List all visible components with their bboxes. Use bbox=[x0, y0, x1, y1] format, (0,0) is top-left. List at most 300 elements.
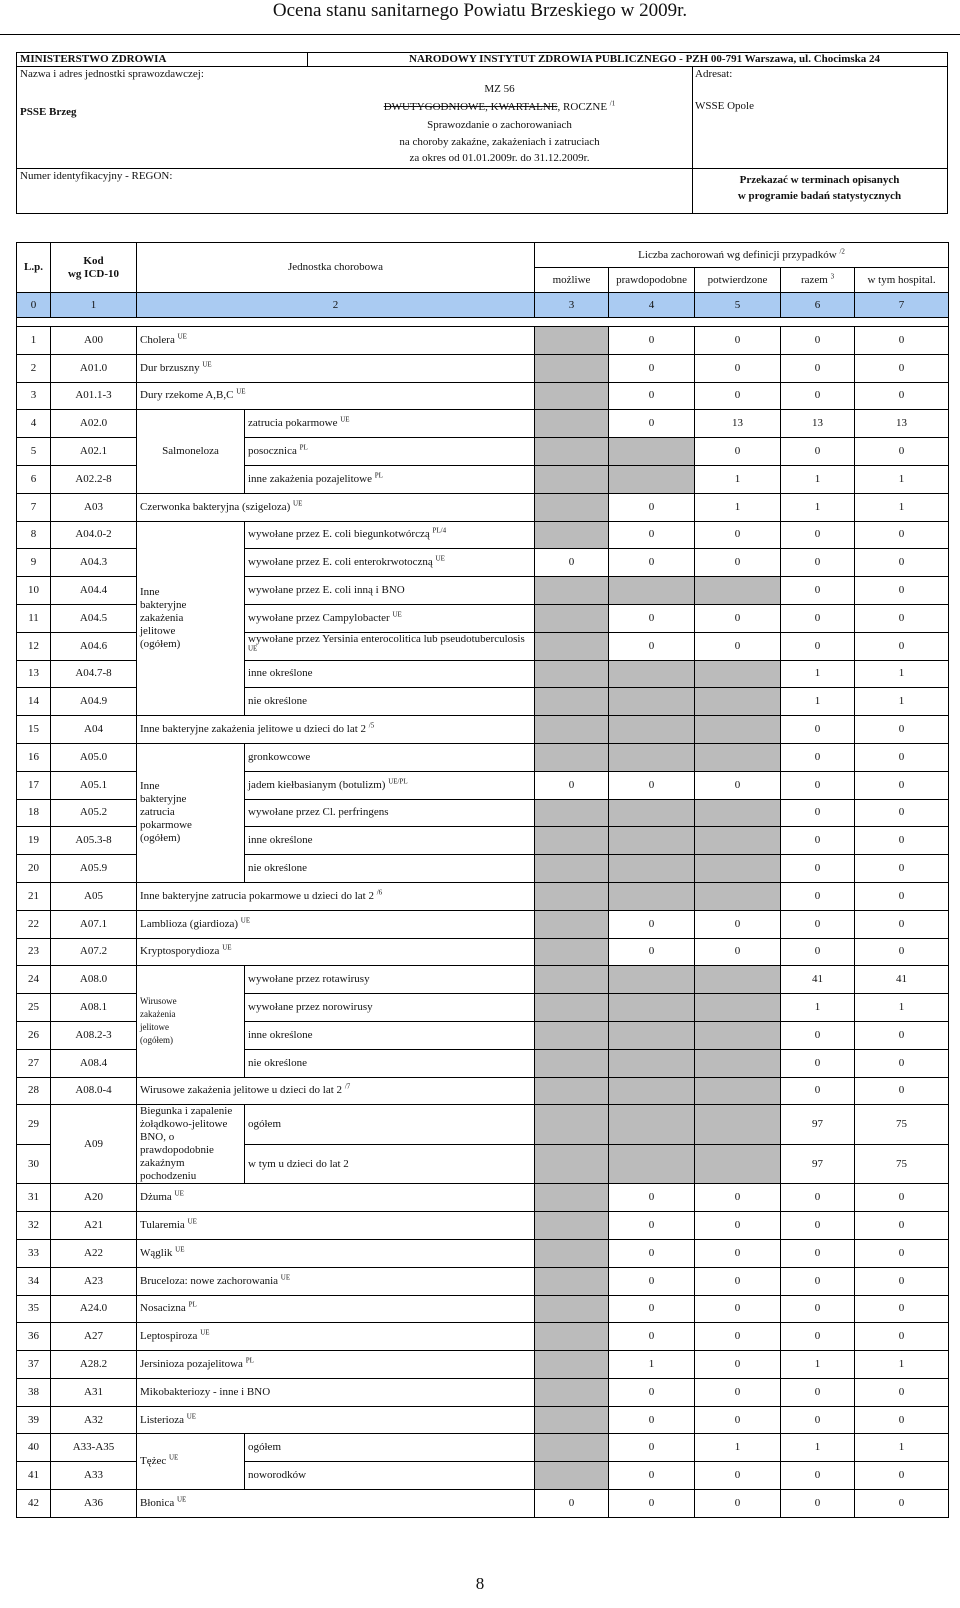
row-value: 0 bbox=[855, 938, 949, 966]
row-value: 1 bbox=[695, 1434, 781, 1462]
row-value: 0 bbox=[855, 799, 949, 827]
row-kod: A01.0 bbox=[51, 354, 137, 382]
group-label-text: Inne bakteryjne zakażenia jelitowe (ogółem) bbox=[140, 585, 187, 650]
row-name-sup: PL bbox=[245, 1356, 254, 1365]
row-lp: 6 bbox=[17, 465, 51, 493]
row-name bbox=[137, 1323, 535, 1351]
row-kod: A32 bbox=[51, 1406, 137, 1434]
row-kod: A01.1-3 bbox=[51, 382, 137, 410]
row-value bbox=[535, 1105, 609, 1145]
row-name-text: inne określone bbox=[248, 834, 313, 847]
row-value: 0 bbox=[855, 632, 949, 660]
row-kod: A24.0 bbox=[51, 1295, 137, 1323]
row-value: 97 bbox=[781, 1144, 855, 1184]
row-value: 0 bbox=[855, 1212, 949, 1240]
row-value bbox=[609, 465, 695, 493]
row-value bbox=[535, 855, 609, 883]
row-kod: A04.6 bbox=[51, 632, 137, 660]
row-value bbox=[609, 827, 695, 855]
row-name-text: w tym u dzieci do lat 2 bbox=[248, 1157, 349, 1170]
header-lp: L.p. bbox=[17, 243, 51, 293]
row-value bbox=[535, 1378, 609, 1406]
row-value: 0 bbox=[695, 1295, 781, 1323]
row-value: 97 bbox=[781, 1105, 855, 1145]
row-value bbox=[535, 1267, 609, 1295]
row-kod: A08.0 bbox=[51, 966, 137, 994]
row-value: 0 bbox=[609, 1295, 695, 1323]
row-value bbox=[535, 827, 609, 855]
row-kod: A02.2-8 bbox=[51, 465, 137, 493]
row-value bbox=[609, 438, 695, 466]
row-value: 0 bbox=[855, 1462, 949, 1490]
col-number: 3 bbox=[535, 293, 609, 318]
row-name-text: ogółem bbox=[248, 1441, 281, 1454]
row-value: 1 bbox=[695, 465, 781, 493]
table-row bbox=[17, 938, 949, 966]
row-value: 1 bbox=[695, 493, 781, 521]
row-name bbox=[245, 1434, 535, 1462]
period-note: /1 bbox=[609, 99, 616, 108]
row-name bbox=[137, 1077, 535, 1105]
spacer bbox=[17, 318, 949, 327]
row-lp: 40 bbox=[17, 1434, 51, 1462]
row-value bbox=[535, 660, 609, 688]
row-name bbox=[245, 1049, 535, 1077]
row-lp: 35 bbox=[17, 1295, 51, 1323]
row-value: 0 bbox=[695, 771, 781, 799]
row-value: 0 bbox=[695, 1490, 781, 1518]
row-name bbox=[137, 1295, 535, 1323]
row-value: 0 bbox=[695, 521, 781, 549]
row-name-sup: UE bbox=[202, 360, 212, 369]
header-razem-text: razem bbox=[800, 273, 828, 286]
row-value bbox=[535, 382, 609, 410]
row-value: 1 bbox=[855, 1434, 949, 1462]
row-name bbox=[137, 716, 535, 744]
col-number: 1 bbox=[51, 293, 137, 318]
row-lp: 7 bbox=[17, 493, 51, 521]
row-value bbox=[535, 994, 609, 1022]
report-period bbox=[307, 101, 692, 114]
row-kod: A04.5 bbox=[51, 604, 137, 632]
row-value bbox=[535, 1212, 609, 1240]
row-value: 0 bbox=[855, 382, 949, 410]
row-value bbox=[609, 799, 695, 827]
row-name-sup: UE bbox=[340, 415, 350, 424]
row-value bbox=[535, 577, 609, 605]
row-lp: 4 bbox=[17, 410, 51, 438]
row-value: 1 bbox=[781, 660, 855, 688]
row-value: 0 bbox=[695, 1267, 781, 1295]
table-row bbox=[17, 1267, 949, 1295]
table-row bbox=[17, 1239, 949, 1267]
row-value: 0 bbox=[781, 827, 855, 855]
row-value: 0 bbox=[535, 1490, 609, 1518]
row-kod: A08.2-3 bbox=[51, 1021, 137, 1049]
row-value bbox=[535, 1462, 609, 1490]
row-value: 0 bbox=[855, 549, 949, 577]
row-name bbox=[245, 1021, 535, 1049]
row-value bbox=[695, 743, 781, 771]
row-name bbox=[245, 632, 535, 660]
row-lp: 36 bbox=[17, 1323, 51, 1351]
row-name-text: nie określone bbox=[248, 862, 307, 875]
row-name-text: Nosacizna bbox=[140, 1302, 186, 1315]
table-row bbox=[17, 521, 949, 549]
row-value bbox=[535, 465, 609, 493]
row-name-text: wywołane przez rotawirusy bbox=[248, 973, 370, 986]
row-value: 0 bbox=[781, 1184, 855, 1212]
row-name bbox=[137, 1239, 535, 1267]
row-value: 0 bbox=[695, 327, 781, 355]
row-value bbox=[695, 660, 781, 688]
row-name-text: Inne bakteryjne zatrucia pokarmowe u dzieci do lat 2 bbox=[140, 889, 374, 902]
row-value: 0 bbox=[855, 1239, 949, 1267]
row-name-sup: UE bbox=[435, 554, 445, 563]
row-name-sup: UE bbox=[236, 387, 246, 396]
table-row bbox=[17, 410, 949, 438]
row-value: 0 bbox=[781, 382, 855, 410]
header-hospital: w tym hospital. bbox=[855, 268, 949, 293]
row-value: 1 bbox=[609, 1351, 695, 1379]
group-label-wirusowe bbox=[137, 966, 245, 1077]
row-lp: 1 bbox=[17, 327, 51, 355]
row-name-text: inne zakażenia pozajelitowe bbox=[248, 472, 372, 485]
row-value bbox=[535, 438, 609, 466]
row-value: 1 bbox=[781, 493, 855, 521]
row-value: 0 bbox=[695, 382, 781, 410]
row-name bbox=[137, 938, 535, 966]
row-value: 0 bbox=[781, 327, 855, 355]
disease-table bbox=[16, 242, 948, 1509]
row-kod: A03 bbox=[51, 493, 137, 521]
row-value: 0 bbox=[855, 577, 949, 605]
row-name-sup: UE bbox=[200, 1328, 210, 1337]
row-kod: A05.3-8 bbox=[51, 827, 137, 855]
row-value bbox=[695, 1105, 781, 1145]
row-kod: A36 bbox=[51, 1490, 137, 1518]
row-value: 0 bbox=[609, 771, 695, 799]
header-divider bbox=[17, 66, 947, 67]
row-value: 0 bbox=[609, 604, 695, 632]
table-row bbox=[17, 1351, 949, 1379]
row-name-text: wywołane przez E. coli biegunkotwórczą bbox=[248, 528, 430, 541]
row-value: 0 bbox=[609, 521, 695, 549]
row-lp: 2 bbox=[17, 354, 51, 382]
row-name-sup: UE bbox=[177, 332, 187, 341]
row-value bbox=[695, 716, 781, 744]
group-label-text: Salmoneloza bbox=[162, 445, 219, 458]
table-row bbox=[17, 382, 949, 410]
row-value bbox=[609, 882, 695, 910]
row-name-text: Cholera bbox=[140, 333, 175, 346]
row-value: 0 bbox=[855, 1184, 949, 1212]
row-value bbox=[695, 799, 781, 827]
adresat-label: Adresat: bbox=[695, 68, 733, 80]
row-value: 0 bbox=[781, 632, 855, 660]
row-name-sup: /5 bbox=[368, 721, 375, 730]
row-value: 0 bbox=[855, 1378, 949, 1406]
row-name bbox=[245, 743, 535, 771]
group-label-biegunka bbox=[137, 1105, 245, 1184]
report-desc-1: Sprawozdanie o zachorowaniach bbox=[427, 119, 572, 131]
header-jednostka: Jednostka chorobowa bbox=[137, 243, 535, 293]
row-value bbox=[535, 910, 609, 938]
row-kod: A33-A35 bbox=[51, 1434, 137, 1462]
row-value bbox=[535, 938, 609, 966]
header-potwierdzone: potwierdzone bbox=[695, 268, 781, 293]
row-name-sup: UE/PL bbox=[388, 776, 408, 785]
row-value bbox=[609, 577, 695, 605]
row-value: 0 bbox=[695, 938, 781, 966]
header-liczba-sup: /2 bbox=[839, 246, 845, 255]
row-kod: A20 bbox=[51, 1184, 137, 1212]
row-value: 0 bbox=[781, 771, 855, 799]
row-lp: 13 bbox=[17, 660, 51, 688]
row-name-text: Mikobakteriozy - inne i BNO bbox=[140, 1385, 271, 1398]
row-value: 0 bbox=[855, 327, 949, 355]
page-number: 8 bbox=[475, 1574, 485, 1593]
title-rule bbox=[0, 34, 960, 35]
row-kod: A04.3 bbox=[51, 549, 137, 577]
row-value: 0 bbox=[781, 438, 855, 466]
row-lp: 24 bbox=[17, 966, 51, 994]
row-kod: A04.4 bbox=[51, 577, 137, 605]
row-kod: A00 bbox=[51, 327, 137, 355]
group-label-inne_zatr bbox=[137, 743, 245, 882]
row-name bbox=[245, 994, 535, 1022]
row-lp: 39 bbox=[17, 1406, 51, 1434]
row-lp: 3 bbox=[17, 382, 51, 410]
row-name bbox=[245, 1462, 535, 1490]
table-row bbox=[17, 1378, 949, 1406]
row-value: 0 bbox=[695, 1212, 781, 1240]
row-value bbox=[535, 743, 609, 771]
row-lp: 28 bbox=[17, 1077, 51, 1105]
row-name-sup: UE bbox=[186, 1411, 197, 1420]
row-lp: 41 bbox=[17, 1462, 51, 1490]
row-value: 0 bbox=[781, 855, 855, 883]
row-value: 0 bbox=[695, 1184, 781, 1212]
row-value bbox=[535, 521, 609, 549]
row-name-text: noworodków bbox=[248, 1469, 307, 1482]
row-name-sup: /7 bbox=[344, 1082, 351, 1091]
table-row bbox=[17, 966, 949, 994]
row-lp: 17 bbox=[17, 771, 51, 799]
row-value: 0 bbox=[855, 827, 949, 855]
row-lp: 33 bbox=[17, 1239, 51, 1267]
row-name-sup: UE bbox=[248, 644, 258, 653]
group-label-text: Wirusowe zakażenia jelitowe (ogółem) bbox=[140, 996, 177, 1046]
row-kod: A05.0 bbox=[51, 743, 137, 771]
row-name-sup: PL bbox=[299, 443, 308, 452]
col-number: 0 bbox=[17, 293, 51, 318]
row-value: 0 bbox=[855, 743, 949, 771]
row-value: 0 bbox=[855, 910, 949, 938]
row-value: 0 bbox=[855, 1021, 949, 1049]
table-row bbox=[17, 327, 949, 355]
row-value bbox=[535, 1021, 609, 1049]
row-value: 0 bbox=[855, 354, 949, 382]
row-kod: A07.2 bbox=[51, 938, 137, 966]
row-name-text: jadem kiełbasianym (botulizm) bbox=[248, 778, 386, 791]
page-title: Ocena stanu sanitarnego Powiatu Brzeskiego w 2009r. bbox=[272, 0, 688, 21]
row-lp: 11 bbox=[17, 604, 51, 632]
row-name bbox=[137, 382, 535, 410]
table-row bbox=[17, 716, 949, 744]
row-kod: A02.0 bbox=[51, 410, 137, 438]
row-value: 0 bbox=[855, 521, 949, 549]
row-name-text: wywołane przez E. coli inną i BNO bbox=[248, 584, 405, 597]
header-kod-line1: Kod bbox=[83, 254, 104, 267]
row-value bbox=[609, 716, 695, 744]
row-lp: 8 bbox=[17, 521, 51, 549]
row-value: 0 bbox=[609, 493, 695, 521]
row-name bbox=[245, 604, 535, 632]
row-name bbox=[245, 966, 535, 994]
row-name-text: Dur brzuszny bbox=[140, 361, 200, 374]
row-value bbox=[695, 1049, 781, 1077]
row-name-text: Czerwonka bakteryjna (szigeloza) bbox=[140, 500, 291, 513]
row-value: 0 bbox=[855, 1077, 949, 1105]
row-value: 0 bbox=[609, 1239, 695, 1267]
row-value: 0 bbox=[609, 327, 695, 355]
row-value bbox=[695, 688, 781, 716]
table-row bbox=[17, 1184, 949, 1212]
row-value: 0 bbox=[695, 1351, 781, 1379]
row-lp: 34 bbox=[17, 1267, 51, 1295]
row-value: 0 bbox=[855, 716, 949, 744]
col-number: 6 bbox=[781, 293, 855, 318]
row-name-sup: UE bbox=[175, 1245, 185, 1254]
group-label-text: Inne bakteryjne zatrucia pokarmowe (ogółem) bbox=[140, 780, 192, 845]
group-label-text: Biegunka i zapalenie żołądkowo-jelitowe BNO, o prawdopodobnie zakaźnym pochodzeniu bbox=[140, 1105, 233, 1183]
row-name-text: gronkowcowe bbox=[248, 750, 311, 763]
row-value bbox=[535, 688, 609, 716]
row-value bbox=[609, 1021, 695, 1049]
header-razem-sup: 3 bbox=[830, 271, 835, 280]
row-value: 0 bbox=[781, 1077, 855, 1105]
group-label-sup: UE bbox=[169, 1453, 179, 1462]
row-value: 0 bbox=[781, 910, 855, 938]
row-kod: A08.1 bbox=[51, 994, 137, 1022]
row-lp: 25 bbox=[17, 994, 51, 1022]
row-value: 0 bbox=[695, 354, 781, 382]
row-value bbox=[535, 604, 609, 632]
row-lp: 21 bbox=[17, 882, 51, 910]
row-name bbox=[245, 438, 535, 466]
row-name bbox=[245, 1105, 535, 1145]
col-number: 7 bbox=[855, 293, 949, 318]
row-value bbox=[695, 882, 781, 910]
row-name bbox=[245, 1144, 535, 1184]
row-value: 0 bbox=[781, 354, 855, 382]
row-value: 13 bbox=[855, 410, 949, 438]
row-lp: 19 bbox=[17, 827, 51, 855]
row-value: 0 bbox=[781, 938, 855, 966]
row-name-text: Lamblioza (giardioza) bbox=[140, 917, 239, 930]
row-name-sup: UE bbox=[280, 1272, 291, 1281]
unit-value: PSSE Brzeg bbox=[20, 106, 77, 118]
row-value: 0 bbox=[535, 771, 609, 799]
row-name-sup: PL bbox=[188, 1300, 197, 1309]
row-value: 0 bbox=[781, 1295, 855, 1323]
table-row bbox=[17, 1077, 949, 1105]
row-name-text: zatrucia pokarmowe bbox=[248, 417, 338, 430]
row-lp: 27 bbox=[17, 1049, 51, 1077]
row-name-text: posocznica bbox=[248, 445, 297, 458]
row-name-text: ogółem bbox=[248, 1118, 281, 1131]
row-kod: A04.9 bbox=[51, 688, 137, 716]
row-name-sup: UE bbox=[174, 1189, 184, 1198]
row-kod: A05.1 bbox=[51, 771, 137, 799]
row-value bbox=[695, 855, 781, 883]
row-value bbox=[695, 1021, 781, 1049]
row-value: 0 bbox=[609, 1378, 695, 1406]
row-name bbox=[245, 577, 535, 605]
row-name-sup: UE bbox=[176, 1495, 187, 1504]
row-value: 0 bbox=[781, 1049, 855, 1077]
row-value: 0 bbox=[535, 549, 609, 577]
row-lp: 20 bbox=[17, 855, 51, 883]
row-name-text: Leptospiroza bbox=[140, 1330, 198, 1343]
header-kod bbox=[51, 243, 137, 293]
row-lp: 29 bbox=[17, 1105, 51, 1145]
row-value: 1 bbox=[855, 1351, 949, 1379]
ministry-label: MINISTERSTWO ZDROWIA bbox=[20, 53, 167, 65]
row-value: 1 bbox=[781, 994, 855, 1022]
row-name bbox=[245, 465, 535, 493]
row-value: 0 bbox=[609, 1212, 695, 1240]
row-value bbox=[535, 354, 609, 382]
row-value: 0 bbox=[695, 604, 781, 632]
table-row bbox=[17, 1212, 949, 1240]
row-value bbox=[535, 632, 609, 660]
row-kod: A04.0-2 bbox=[51, 521, 137, 549]
row-value bbox=[609, 966, 695, 994]
table-row bbox=[17, 493, 949, 521]
row-name bbox=[137, 493, 535, 521]
row-value: 0 bbox=[781, 1212, 855, 1240]
row-value: 0 bbox=[781, 1021, 855, 1049]
row-value bbox=[535, 493, 609, 521]
row-value: 0 bbox=[781, 1323, 855, 1351]
row-value: 75 bbox=[855, 1105, 949, 1145]
row-value: 0 bbox=[609, 1406, 695, 1434]
group-label-inne_jel bbox=[137, 521, 245, 716]
row-name bbox=[137, 1490, 535, 1518]
row-value: 0 bbox=[695, 1323, 781, 1351]
row-kod: A23 bbox=[51, 1267, 137, 1295]
header-razem bbox=[781, 268, 855, 293]
table-row bbox=[17, 1434, 949, 1462]
row-kod: A02.1 bbox=[51, 438, 137, 466]
row-value bbox=[535, 1351, 609, 1379]
row-value: 0 bbox=[609, 1184, 695, 1212]
row-name bbox=[137, 1406, 535, 1434]
row-value bbox=[609, 1049, 695, 1077]
header-mozliwe: możliwe bbox=[535, 268, 609, 293]
row-name-sup: PL/4 bbox=[432, 526, 447, 535]
row-name-text: wywołane przez E. coli enterokrwotoczną bbox=[248, 556, 433, 569]
row-value: 0 bbox=[609, 354, 695, 382]
row-value bbox=[695, 966, 781, 994]
row-value: 0 bbox=[781, 1462, 855, 1490]
row-name-text: wywołane przez norowirusy bbox=[248, 1001, 373, 1014]
row-value: 1 bbox=[855, 465, 949, 493]
row-value: 0 bbox=[609, 1462, 695, 1490]
row-value: 0 bbox=[781, 1406, 855, 1434]
